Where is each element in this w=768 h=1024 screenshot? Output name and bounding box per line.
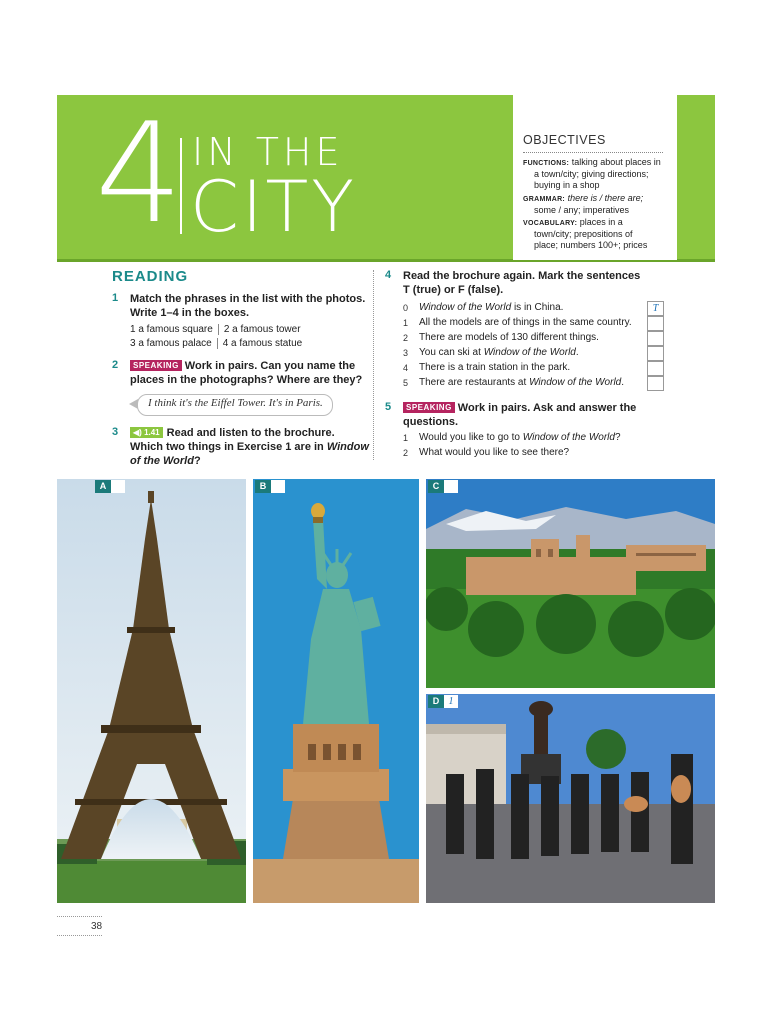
- option-separator: [217, 338, 218, 349]
- answer-box-2[interactable]: [647, 331, 664, 346]
- footer-rule-bottom: [57, 935, 102, 936]
- exercise-1-instruction: Match the phrases in the list with the photos. Write 1–4 in the boxes.: [130, 293, 366, 319]
- answer-box-5[interactable]: [647, 376, 664, 391]
- exercise-1-number: 1: [112, 292, 119, 304]
- photo-tag-d: [428, 695, 458, 708]
- option-palace: 3 a famous palace: [130, 338, 212, 349]
- page-number: 38: [91, 921, 103, 932]
- photo-letter: C: [428, 480, 444, 493]
- answer-box-1[interactable]: [647, 316, 664, 331]
- photo-tag-b: [255, 480, 285, 493]
- unit-number: 4: [95, 93, 179, 254]
- objective-text: there is / there are;: [567, 193, 644, 203]
- option-statue: 4 a famous statue: [222, 338, 303, 349]
- speech-bubble-text: I think it's the Eiffel Tower. It's in Paris.: [148, 397, 323, 409]
- photo-answer-box[interactable]: [271, 480, 285, 493]
- objective-text: some / any; imperatives: [534, 205, 630, 215]
- photo-a-eiffel-tower: [57, 479, 246, 903]
- footer-rule-top: [57, 916, 102, 917]
- exercise-4-number: 4: [385, 269, 392, 281]
- answer-box-3[interactable]: [647, 346, 664, 361]
- photo-letter: A: [95, 480, 111, 493]
- question-index: 1: [403, 433, 409, 443]
- exercise-5-instruction: SPEAKING Work in pairs. Ask and answer the questions.: [403, 402, 637, 428]
- objective-vocabulary: [523, 217, 673, 251]
- exercise-1-options-row1: [130, 323, 301, 337]
- objective-label: GRAMMAR:: [523, 196, 566, 203]
- question-2: What would you like to see there?: [419, 447, 570, 458]
- question-index: 2: [403, 448, 409, 458]
- objective-text: talking about places in: [571, 157, 661, 167]
- unit-title-line2: CITY: [190, 166, 358, 248]
- sentence-5: There are restaurants at Window of the World.: [419, 377, 625, 388]
- objective-text: buying in a shop: [534, 180, 600, 190]
- photo-answer-box[interactable]: 1: [444, 695, 458, 708]
- option-tower: 2 a famous tower: [223, 324, 301, 335]
- objectives-rule: [523, 152, 663, 153]
- option-square: 1 a famous square: [130, 324, 213, 335]
- sentence-4: There is a train station in the park.: [419, 362, 571, 373]
- palace-illustration: [426, 479, 715, 688]
- sentence-index: 4: [403, 363, 409, 373]
- statue-of-liberty-illustration: [253, 479, 419, 903]
- exercise-1-options-row2: [130, 337, 302, 351]
- speaker-icon: ◀): [133, 428, 142, 437]
- speaking-badge: SPEAKING: [403, 402, 455, 413]
- exercise-2-number: 2: [112, 359, 119, 371]
- sentence-index: 3: [403, 348, 409, 358]
- option-separator: [218, 324, 219, 335]
- objective-functions: [523, 157, 673, 191]
- square-mariachi-illustration: [426, 694, 715, 903]
- photo-answer-box[interactable]: [444, 480, 458, 493]
- exercise-3-instruction: ◀) 1.41 Read and listen to the brochure. Which two things in Exercise 1 are in Window of the World?: [130, 427, 369, 467]
- sentence-index: 1: [403, 318, 409, 328]
- unit-title-line1: IN THE: [192, 130, 344, 174]
- photo-letter: D: [428, 695, 444, 708]
- reading-heading: READING: [112, 268, 189, 285]
- photo-answer-box[interactable]: [111, 480, 125, 493]
- sentence-2: There are models of 130 different things.: [419, 332, 599, 343]
- photo-letter: B: [255, 480, 271, 493]
- answer-box-4[interactable]: [647, 361, 664, 376]
- sentence-1: All the models are of things in the same country.: [419, 317, 632, 328]
- exercise-3-number: 3: [112, 426, 119, 438]
- photo-tag-a: [95, 480, 125, 493]
- photo-d-square: [426, 694, 715, 903]
- audio-track-button[interactable]: ◀) 1.41: [130, 427, 163, 438]
- objective-grammar: [523, 193, 673, 216]
- sentence-3: You can ski at Window of the World.: [419, 347, 579, 358]
- objectives-title: OBJECTIVES: [523, 133, 606, 147]
- objective-label: VOCABULARY:: [523, 220, 578, 227]
- objective-text: a town/city; giving directions;: [534, 169, 649, 179]
- sentence-index: 2: [403, 333, 409, 343]
- title-divider: [180, 138, 182, 234]
- exercise-5-number: 5: [385, 401, 392, 413]
- objective-text: town/city; prepositions of: [534, 229, 633, 239]
- photo-b-statue-of-liberty: [253, 479, 419, 903]
- sentence-0: Window of the World is in China.: [419, 302, 564, 313]
- objective-text: places in a: [579, 217, 623, 227]
- eiffel-tower-illustration: [57, 479, 246, 903]
- column-divider: [373, 270, 374, 460]
- exercise-2-instruction: SPEAKING Work in pairs. Can you name the places in the photographs? Where are they?: [130, 360, 363, 386]
- answer-box-0[interactable]: T: [647, 301, 664, 316]
- sentence-index: 0: [403, 303, 409, 313]
- speaking-badge: SPEAKING: [130, 360, 182, 371]
- objective-text: place; numbers 100+; prices: [534, 240, 648, 250]
- objective-label: FUNCTIONS:: [523, 160, 570, 167]
- question-1: Would you like to go to Window of the World?: [419, 432, 621, 443]
- sentence-index: 5: [403, 378, 409, 388]
- photo-c-palace: [426, 479, 715, 688]
- exercise-4-instruction: Read the brochure again. Mark the sentences T (true) or F (false).: [403, 270, 641, 296]
- photo-tag-c: [428, 480, 458, 493]
